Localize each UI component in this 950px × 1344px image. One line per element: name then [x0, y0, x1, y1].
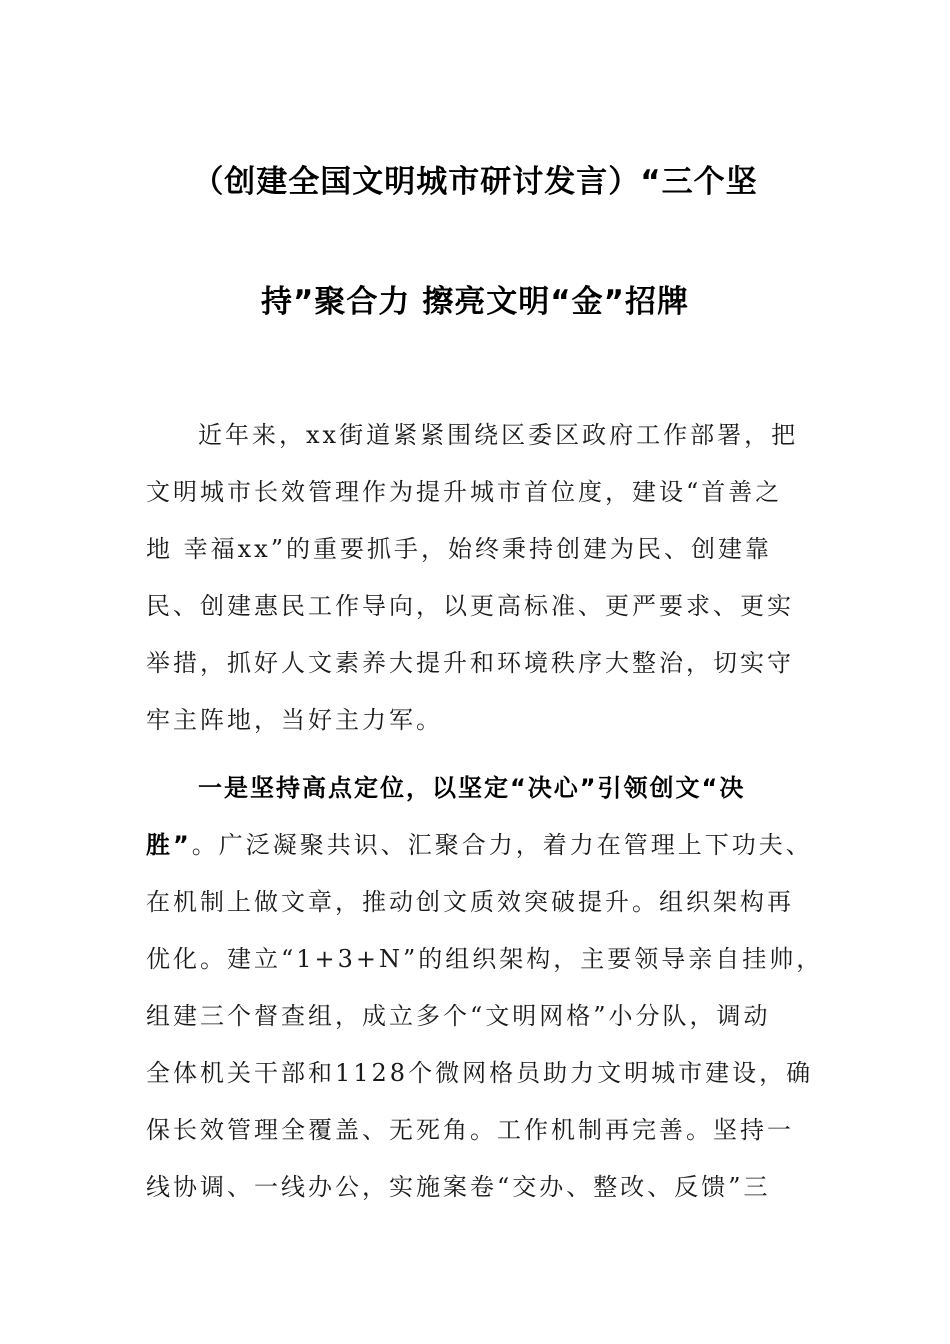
paragraph-line: 近年来，xx街道紧紧围绕区委区政府工作部署，把: [198, 421, 799, 449]
paragraph-line: 全体机关干部和1128个微网格员助力文明城市建设，确: [146, 1059, 814, 1087]
paragraph-line: 优化。建立“1+3+N”的组织架构，主要领导亲自挂帅，: [146, 945, 824, 973]
paragraph-line: 在机制上做文章，推动创文质效突破提升。组织架构再: [146, 888, 794, 916]
paragraph-line: 线协调、一线办公，实施案卷“交办、整改、反馈”三: [146, 1173, 771, 1201]
paragraph-line: 地 幸福xx”的重要抓手，始终秉持创建为民、创建靠: [146, 535, 772, 563]
section-heading: 一是坚持高点定位，以坚定“决心”引领创文“决: [198, 774, 746, 802]
paragraph-line: 举措，抓好人文素养大提升和环境秩序大整治，切实守: [146, 649, 794, 677]
paragraph-line: 组建三个督查组，成立多个“文明网格”小分队，调动: [146, 1002, 771, 1030]
paragraph-line: 保长效管理全覆盖、无死角。工作机制再完善。坚持一: [146, 1116, 794, 1144]
document-title-line-1: （创建全国文明城市研讨发言）“三个坚: [192, 164, 758, 200]
paragraph-line-rest: 。广泛凝聚共识、汇聚合力，着力在管理上下功夫、: [191, 831, 813, 859]
paragraph-line: 文明城市长效管理作为提升城市首位度，建设“首善之: [146, 478, 783, 506]
document-title-line-2: 持”聚合力 擦亮文明“金”招牌: [261, 284, 689, 320]
paragraph-line: [146, 829, 813, 861]
section-heading-end: 胜”: [146, 831, 192, 859]
paragraph-line: 民、创建惠民工作导向，以更高标准、更严要求、更实: [146, 592, 794, 620]
paragraph-line: 牢主阵地，当好主力军。: [146, 706, 443, 734]
